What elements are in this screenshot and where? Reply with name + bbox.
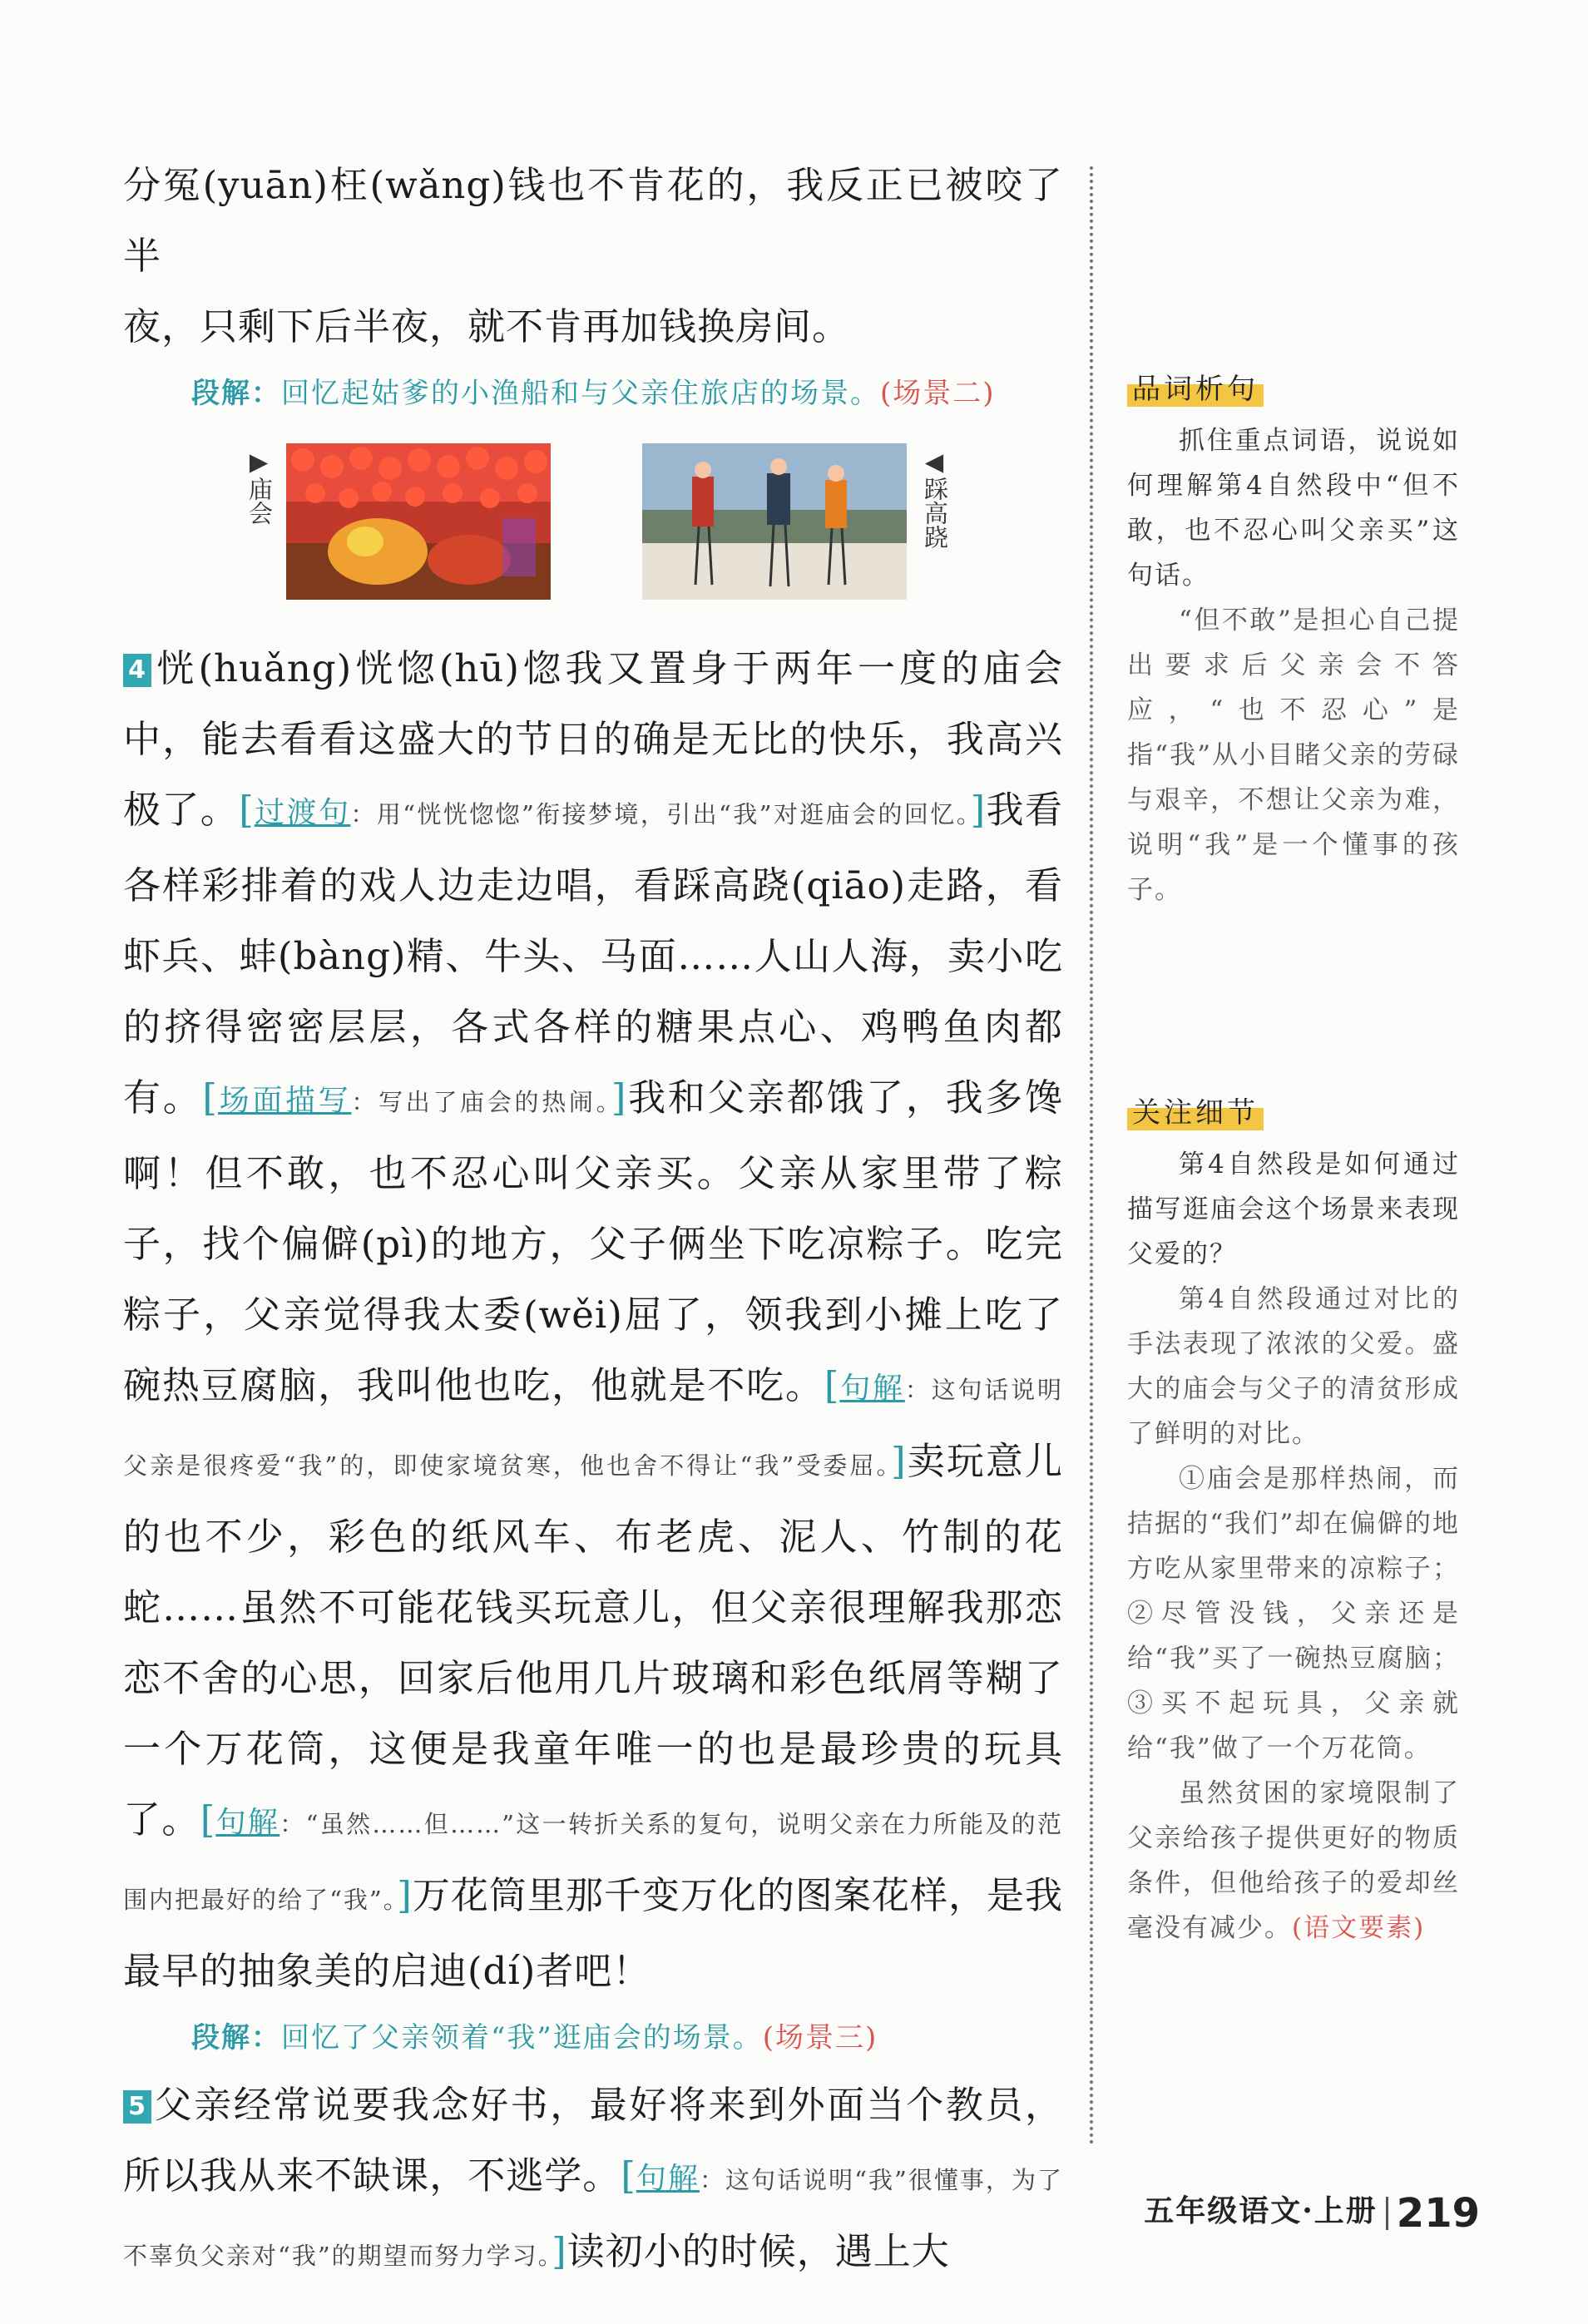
- sidebar-box-title: 关注细节: [1127, 1090, 1264, 1130]
- para4-text-5: 万花筒里那千变万化的图案花样，是我最早的抽象美的启迪(dí)者吧！: [123, 1873, 1063, 1993]
- paragraph-summary-1: [123, 362, 1063, 425]
- para4-text-4: 卖玩意儿的也不少，彩色的纸风车、布老虎、泥人、竹制的花蛇……虽然不可能花钱买玩意儿，但父亲很理解我那恋恋不舍的心思，回家后他用几片玻璃和彩色纸屑等糊了一个万花筒，这便是我童年唯一的也是最珍贵的玩具了。: [123, 1439, 1063, 1842]
- sidebar-box-details: [1127, 1090, 1460, 1951]
- main-column: [123, 150, 1063, 2292]
- triangle-left-icon: ◀: [924, 447, 944, 476]
- sidebar-question: 抓住重点词语，说说如何理解第4自然段中“但不敢，也不忍心叫父亲买”这句话。: [1127, 426, 1460, 591]
- paragraph-summary-2: [123, 2006, 1063, 2069]
- footer-separator: [1386, 2197, 1388, 2230]
- stilt-walking-caption: [920, 447, 948, 556]
- para4-text-3: 我和父亲都饿了，我多馋啊！但不敢，也不忍心叫父亲买。父亲从家里带了粽子，找个偏僻(pì)的地方，父子俩坐下吃凉粽子。吃完粽子，父亲觉得我太委(wěi)屈了，领我到小摊上吃了碗热豆腐脑，我叫他也吃，他就是不吃。: [123, 1075, 1063, 1407]
- summary-text: 回忆了父亲领着“我”逛庙会的场景。: [281, 2021, 763, 2055]
- para5-text-1: 父亲经常说要我念好书，最好将来到外面当个教员，所以我从来不缺课，不逃学。: [123, 2083, 1063, 2198]
- scene-tag: (场景三): [762, 2021, 878, 2055]
- column-divider: [1090, 166, 1093, 2146]
- para5-text-2: 读初小的时候，遇上大: [566, 2229, 950, 2273]
- para4-text-1: 恍(huǎng)恍惚(hū)惚我又置身于两年一度的庙会中，能去看看这盛大的节日的确是无比的快乐，我高兴极了。: [123, 646, 1063, 832]
- sidebar-box-word-analysis: [1127, 366, 1460, 912]
- page-number: 219: [1396, 2190, 1480, 2237]
- annotation-transition: [254, 796, 971, 830]
- annotation-key: 句解: [636, 2162, 700, 2196]
- intro-line-2: 夜，只剩下后半夜，就不肯再加钱换房间。: [123, 304, 851, 349]
- annotation-key: 句解: [839, 1372, 905, 1406]
- paragraph-4: 4 恍(huǎng)恍惚(hū)惚我又置身于两年一度的庙会中，能去看看这盛大的节日的确是无比的快乐，我高兴极了。[过渡句：用“恍恍惚惚”衔接梦境，引出“我”对逛庙会的回忆。]我看各样彩排着的戏人边走边唱，看踩高跷(qiāo)走路，看虾兵、蚌(bàng)精、牛头、马面……人山人海，卖小吃的挤得密密层层，各式各样的糖果点心、鸡鸭鱼肉都有。[场面描写：写出了庙会的热闹。]我和父亲都饿了，我多馋啊！但不敢，也不忍心叫父亲买。父亲从家里带了粽子，找个偏僻(pì)的地方，父子俩坐下吃凉粽子。吃完粽子，父亲觉得我太委(wěi)屈了，领我到小摊上吃了碗热豆腐脑，我叫他也吃，他就是不吃。[句解：这句话说明父亲是很疼爱“我”的，即使家境贫寒，他也舍不得让“我”受委屈。]卖玩意儿的也不少，彩色的纸风车、布老虎、泥人、竹制的花蛇……虽然不可能花钱买玩意儿，但父亲很理解我那恋恋不舍的心思，回家后他用几片玻璃和彩色纸屑等糊了一个万花筒，这便是我童年唯一的也是最珍贵的玩具了。[句解：“虽然……但……”这一转折关系的复句，说明父亲在力所能及的范围内把最好的给了“我”。]万花筒里那千变万化的图案花样，是我最早的抽象美的启迪(dí)者吧！: [123, 646, 1063, 1993]
- summary-text: 回忆起姑爹的小渔船和与父亲住旅店的场景。: [281, 377, 880, 410]
- triangle-right-icon: ▶: [249, 447, 269, 476]
- temple-fair-caption: [245, 447, 273, 532]
- temple-fair-photo: [286, 443, 551, 600]
- sidebar-question: 第4自然段是如何通过描写逛庙会这个场景来表现父爱的？: [1127, 1150, 1460, 1269]
- sidebar-answer-3: [1127, 1771, 1460, 1951]
- annotation-text: ：用“恍恍惚惚”衔接梦境，引出“我”对逛庙会的回忆。: [350, 800, 971, 828]
- annotation-text: ：写出了庙会的热闹。: [351, 1088, 611, 1116]
- annotation-scene-description: [217, 1084, 611, 1118]
- sidebar-answer-2: ①庙会是那样热闹，而拮据的“我们”却在偏僻的地方吃从家里带来的凉粽子；②尽管没钱，父亲还是给“我”买了一碗热豆腐脑；③买不起玩具，父亲就给“我”做了一个万花筒。: [1127, 1464, 1460, 1763]
- paragraph-5: 5 父亲经常说要我念好书，最好将来到外面当个教员，所以我从来不缺课，不逃学。[句解：这句话说明“我”很懂事，为了不辜负父亲对“我”的期望而努力学习。]读初小的时候，遇上大: [123, 2083, 1063, 2273]
- sidebar-answer: “但不敢”是担心自己提出要求后父亲会不答应，“也不忍心”是指“我”从小目睹父亲的劳碌与艰辛，不想让父亲为难，说明“我”是一个懂事的孩子。: [1127, 606, 1460, 905]
- chinese-element-tag: (语文要素): [1292, 1913, 1426, 1943]
- stilt-walking-caption-text: 踩高跷: [921, 477, 949, 549]
- sidebar-answer-3-text: 虽然贫困的家境限制了父亲给孩子提供更好的物质条件，但他给孩子的爱却丝毫没有减少。: [1127, 1778, 1460, 1943]
- paragraph-number-badge: 4: [123, 654, 151, 687]
- book-grade-label: 五年级语文·上册: [1144, 2193, 1378, 2228]
- intro-paragraph: [123, 150, 1063, 362]
- annotation-text: ：这句话说明“我”很懂事，为了不辜负父亲对“我”的期望而努力学习。: [123, 2166, 1063, 2270]
- sidebar-answer-1: 第4自然段通过对比的手法表现了浓浓的父爱。盛大的庙会与父子的清贫形成了鲜明的对比。: [1127, 1284, 1460, 1449]
- page-footer: [1144, 2188, 1480, 2237]
- summary-label: 段解：: [191, 377, 281, 410]
- annotation-key: 过渡句: [254, 796, 351, 830]
- annotation-key: 场面描写: [217, 1084, 352, 1118]
- scene-tag: (场景二): [880, 377, 996, 410]
- intro-line-1: 分冤(yuān)枉(wǎng)钱也不肯花的，我反正已被咬了半: [123, 163, 1063, 278]
- stilt-walking-photo: [642, 443, 907, 600]
- temple-fair-caption-text: 庙会: [245, 477, 274, 525]
- annotation-text: ：“虽然……但……”这一转折关系的复句，说明父亲在力所能及的范围内把最好的给了“我”。: [123, 1810, 1063, 1914]
- annotation-text: ：这句话说明父亲是很疼爱“我”的，即使家境贫寒，他也舍不得让“我”受委屈。: [123, 1376, 1063, 1480]
- paragraph-number-badge: 5: [123, 2090, 151, 2124]
- photo-row: [123, 435, 1063, 626]
- para4-text-2: 我看各样彩排着的戏人边走边唱，看踩高跷(qiāo)走路，看虾兵、蚌(bàng)精、牛头、马面……人山人海，卖小吃的挤得密密层层，各式各样的糖果点心、鸡鸭鱼肉都有。: [123, 788, 1063, 1120]
- summary-label: 段解：: [191, 2021, 281, 2055]
- sidebar-box-title: 品词析句: [1127, 366, 1264, 407]
- annotation-key: 句解: [215, 1806, 280, 1840]
